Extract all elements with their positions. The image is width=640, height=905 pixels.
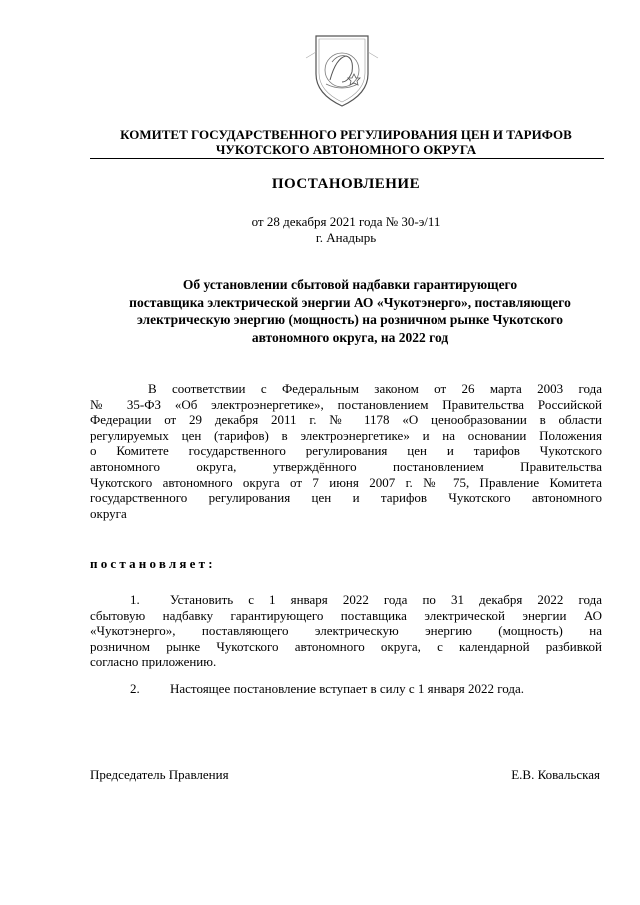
- item-line: согласно приложению.: [90, 654, 217, 670]
- resolution-item-1: [90, 592, 602, 670]
- organization-name-line-1: КОМИТЕТ ГОСУДАРСТВЕННОГО РЕГУЛИРОВАНИЯ ЦЕН И ТАРИФОВ: [120, 127, 572, 142]
- item-line: Настоящее постановление вступает в силу с 1 января 2022 года.: [170, 681, 525, 696]
- preamble-line: Федерации от 29 декабря 2011 г. № 1178 «О ценообразовании в области: [90, 412, 602, 428]
- signatory-name: Е.В. Ковальская: [511, 767, 600, 782]
- document-date-number: от 28 декабря 2021 года № 30-э/11: [251, 214, 441, 229]
- organization-name-line-2: ЧУКОТСКОГО АВТОНОМНОГО ОКРУГА: [215, 142, 477, 157]
- resolve-word: постановляет:: [90, 556, 216, 571]
- subject-line: поставщика электрической энергии АО «Чукотэнерго», поставляющего: [129, 294, 571, 310]
- signatory-position: Председатель Правления: [90, 767, 229, 782]
- subject-line: Об установлении сбытовой надбавки гарантирующего: [182, 277, 518, 292]
- preamble-line: о Комитете государственного регулирования цен и тарифов Чукотского: [90, 443, 602, 459]
- preamble-line: автономного округа, утверждённого постановлением Правительства: [90, 458, 602, 474]
- coat-of-arms-icon: [302, 28, 382, 110]
- preamble-paragraph: [90, 381, 602, 521]
- preamble-line: В соответствии с Федеральным законом от 26 марта 2003 года: [148, 381, 602, 396]
- document-type-title: ПОСТАНОВЛЕНИЕ: [271, 176, 421, 192]
- item-line: розничном рынке Чукотского автономного округа, с календарной разбивкой: [90, 638, 602, 654]
- item-number: 2.: [130, 681, 140, 696]
- preamble-line: регулируемых цен (тарифов) в электроэнергетике» и на основании Положения: [90, 427, 602, 443]
- preamble-line: Чукотского автономного округа от 7 июня 2007 г. № 75, Правление Комитета: [90, 474, 602, 490]
- item-line: сбытовую надбавку гарантирующего поставщика электрической энергии АО: [90, 607, 602, 623]
- document-city: г. Анадырь: [315, 230, 377, 245]
- subject-line: электрическую энергию (мощность) на розничном рынке Чукотского: [136, 312, 564, 327]
- preamble-line: № 35-ФЗ «Об электроэнергетике», постановлением Правительства Российской: [90, 396, 602, 412]
- resolution-item-2: [170, 681, 610, 697]
- item-line: Установить с 1 января 2022 года по 31 декабря 2022 года: [170, 592, 602, 607]
- subject-line: автономного округа, на 2022 год: [251, 329, 449, 345]
- item-line: «Чукотэнерго», поставляющего электрическую энергию (мощность) на: [90, 623, 602, 639]
- preamble-line: государственного регулирования цен и тарифов Чукотского автономного: [90, 490, 602, 506]
- item-number: 1.: [130, 592, 140, 607]
- header-divider: [90, 158, 604, 159]
- preamble-line: округа: [90, 505, 127, 521]
- document-subject: [95, 276, 605, 346]
